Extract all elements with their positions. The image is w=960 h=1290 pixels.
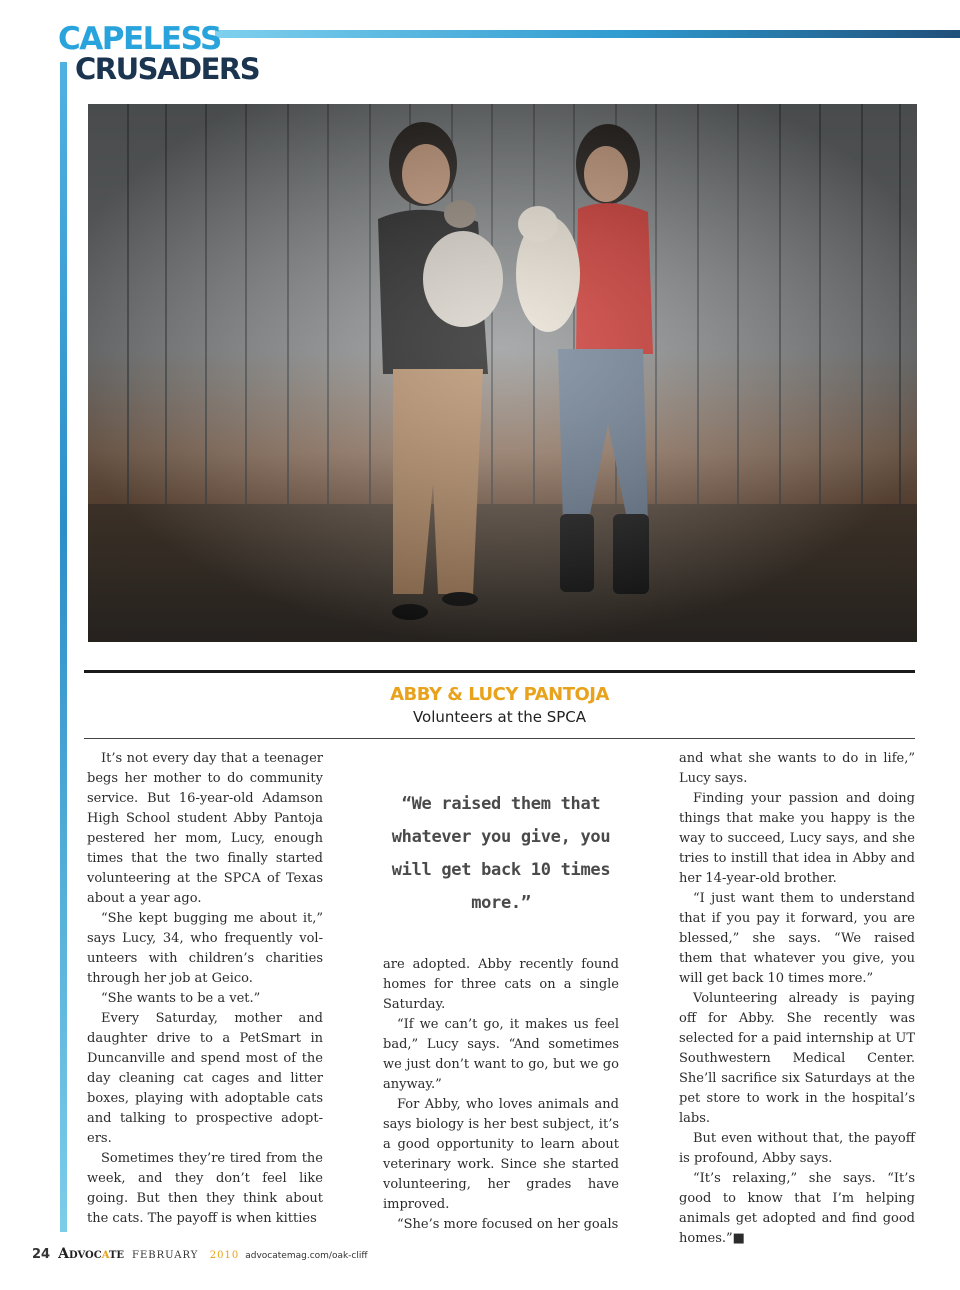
paragraph: Sometimes they’re tired from the week, and they don’t feel like going. But then they think about the cats. The payoff is when kitties — [87, 1151, 323, 1226]
issue-year: 2010 — [209, 1250, 240, 1261]
paragraph: and what she wants to do in life,” Lucy says. — [679, 751, 915, 786]
paragraph: It’s not every day that a teenager begs her mother to do community service. But 16-year-old Adamson High School student Abby Pantoja pestered her mom, Lucy, enough times that the two finally started volunteering at the SPCA of Texas about a year ago. — [87, 751, 323, 906]
article-column-1 — [87, 749, 323, 1229]
paragraph: Volunteering already is paying off for Abby. She recently was selected for a paid internship at UT Southwestern Medical Center. She’ll sacrifice six Saturdays at the pet store to work in the hospital’s labs. — [679, 991, 915, 1126]
paragraph: For Abby, who loves animals and says biology is her best subject, it’s a good opportunity to learn about veterinary work. Since she started volunteering, her grades have improved. — [383, 1097, 619, 1212]
paragraph: Every Saturday, mother and daughter drive to a PetSmart in Duncanville and spend most of the day cleaning cat cages and litter boxes, playing with adoptable cats and talking to prospective adopt-ers. — [87, 1011, 323, 1146]
paragraph: “If we can’t go, it makes us feel bad,” Lucy says. “And sometimes we just don’t want to go, but we go anyway.” — [383, 1017, 619, 1092]
publication-logo: Advocate — [58, 1246, 125, 1262]
publication-url: advocatemag.com/oak-cliff — [245, 1251, 368, 1261]
paragraph: “She wants to be a vet.” — [101, 991, 261, 1006]
paragraph: “She kept bugging me about it,” says Lucy, 34, who frequently vol-unteers with children’s charities through her job at Geico. — [87, 911, 323, 986]
caption-bottom-rule — [84, 738, 915, 739]
issue-month: FEBRUARY — [132, 1250, 199, 1261]
header-accent-bar — [215, 30, 960, 38]
paragraph: But even without that, the payoff is profound, Abby says. — [679, 1131, 915, 1166]
page-number: 24 — [32, 1247, 51, 1262]
section-kicker-line1: CAPELESS — [58, 21, 221, 57]
page-footer — [32, 1246, 368, 1262]
photo-caption-role: Volunteers at the SPCA — [412, 708, 587, 726]
photo-caption-name: ABBY & LUCY PANTOJA — [390, 684, 609, 705]
feature-photo — [88, 104, 917, 642]
paragraph: are adopted. Abby recently found homes for three cats on a single Saturday. — [383, 957, 619, 1012]
paragraph: Finding your passion and doing things that make you happy is the way to succeed, Lucy says, and she tries to instill that idea in Abby and her 14-year-old brother. — [679, 791, 915, 886]
article-column-3 — [679, 749, 915, 1249]
paragraph: “I just want them to understand that if you pay it forward, you are blessed,” she says. “We raised them that whatever you give, you will get back 10 times more.” — [679, 891, 915, 986]
pull-quote: “We raised them that whatever you give, you will get back 10 times more.” — [391, 794, 611, 913]
section-kicker-line2: CRUSADERS — [75, 52, 260, 86]
caption-top-rule — [84, 670, 915, 673]
sidebar-accent-bar — [60, 62, 67, 1232]
photo-illustration — [88, 104, 917, 642]
paragraph: “She’s more focused on her goals — [397, 1217, 619, 1232]
paragraph: “It’s relaxing,” she says. “It’s good to know that I’m helping animals get adopted and find good homes.”■ — [679, 1171, 915, 1246]
article-column-2 — [383, 955, 619, 1235]
